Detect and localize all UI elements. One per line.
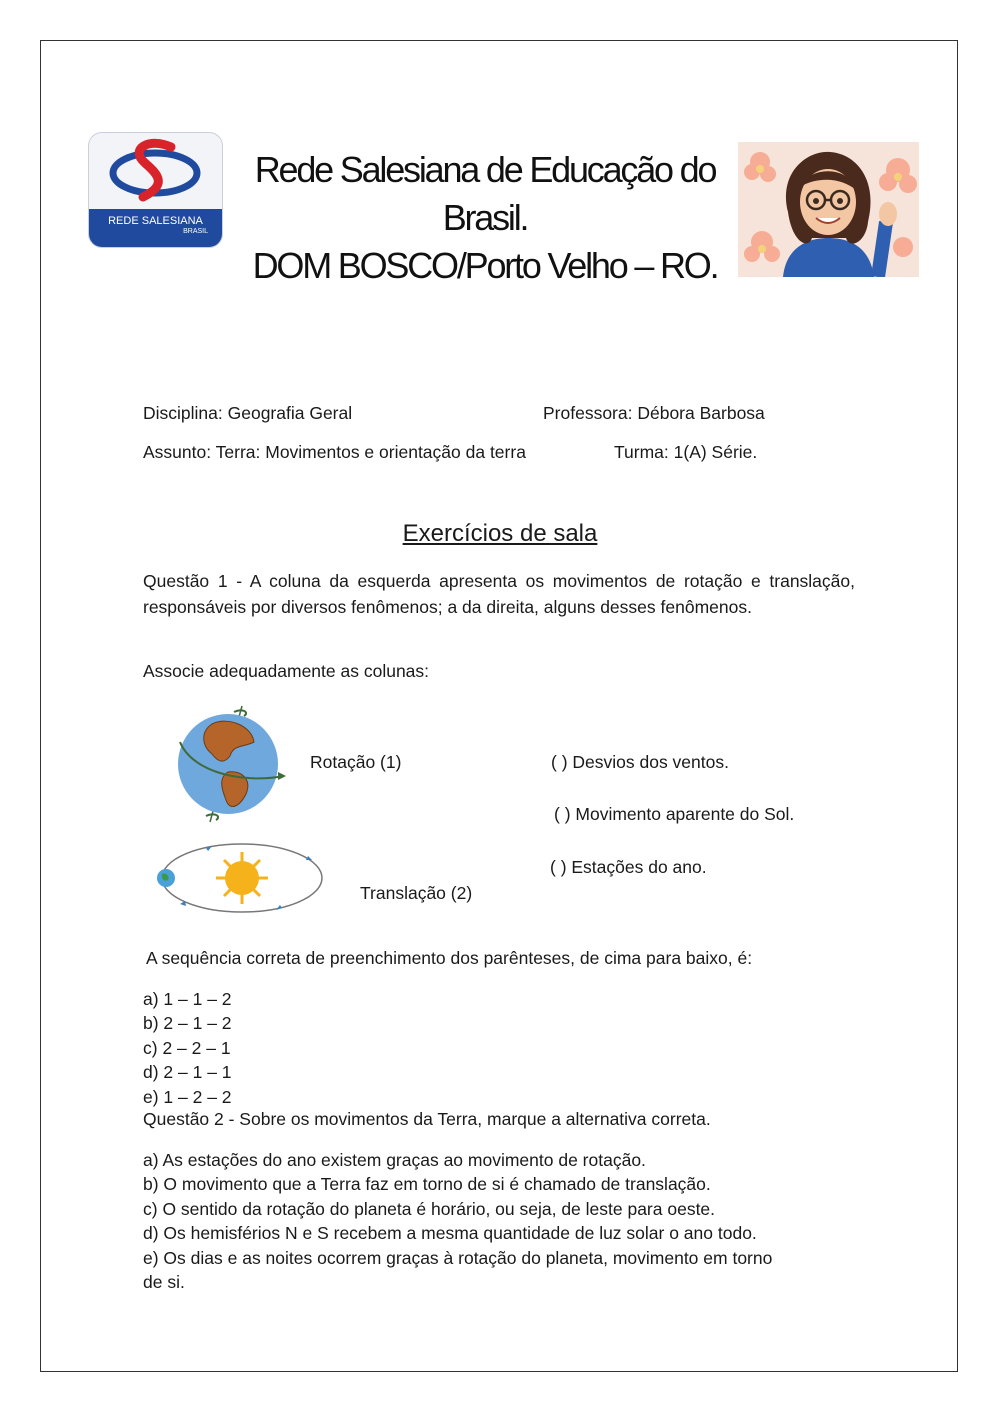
- rede-salesiana-logo: [88, 132, 223, 248]
- turma-label: Turma: 1(A) Série.: [614, 442, 758, 462]
- q2-option-c: c) O sentido da rotação do planeta é horário, ou seja, de leste para oeste.: [143, 1198, 716, 1219]
- title-line-3: DOM BOSCO/Porto Velho – RO.: [252, 245, 718, 286]
- option-c: c) 2 – 2 – 1: [143, 1037, 231, 1058]
- disciplina-label: Disciplina: Geografia Geral: [143, 403, 353, 423]
- q2-option-e-continued: de si.: [143, 1272, 185, 1293]
- right-item-2: ( ) Movimento aparente do Sol.: [554, 804, 795, 824]
- professora-label: Professora: Débora Barbosa: [543, 403, 765, 423]
- q2-option-a: a) As estações do ano existem graças ao movimento de rotação.: [143, 1150, 646, 1170]
- teacher-avatar: [738, 142, 919, 277]
- teacher-avatar-illustration: [738, 142, 919, 277]
- sequence-prompt: A sequência correta de preenchimento dos parênteses, de cima para baixo, é:: [146, 948, 753, 968]
- right-item-3: ( ) Estações do ano.: [550, 857, 707, 877]
- title-line-2: Brasil.: [442, 197, 528, 238]
- question-1-options: [143, 987, 232, 1109]
- logo-subtext: BRASIL: [183, 228, 208, 235]
- question-2-text: Questão 2 - Sobre os movimentos da Terra, marque a alternativa correta.: [143, 1109, 711, 1129]
- logo-band: [89, 209, 222, 247]
- earth-globe-icon: [172, 702, 292, 826]
- question-1-instruction: Associe adequadamente as colunas:: [143, 661, 430, 681]
- label-translacao: Translação (2): [360, 883, 473, 903]
- assunto-label: Assunto: Terra: Movimentos e orientação da terra: [143, 442, 526, 462]
- question-2-options: [143, 1148, 772, 1294]
- question-1-text: Questão 1 - A coluna da esquerda apresenta os movimentos de rotação e translação, responsáveis por diversos fenômenos; a da direita, alguns desses fenômenos.: [143, 571, 855, 617]
- orbit-translation-image: [152, 838, 327, 918]
- q2-option-d: d) Os hemisférios N e S recebem a mesma quantidade de luz solar o ano todo.: [143, 1223, 757, 1244]
- q2-option-b: b) O movimento que a Terra faz em torno de si é chamado de translação.: [143, 1174, 711, 1195]
- option-e: e) 1 – 2 – 2: [143, 1086, 232, 1107]
- section-title: Exercícios de sala: [402, 520, 598, 547]
- option-a: a) 1 – 1 – 2: [143, 989, 232, 1009]
- sun-orbit-icon: [152, 838, 327, 918]
- title-line-1: Rede Salesiana de Educação do: [254, 149, 716, 190]
- school-title: [250, 146, 720, 290]
- right-item-1: ( ) Desvios dos ventos.: [551, 752, 729, 772]
- q2-option-e: e) Os dias e as noites ocorrem graças à rotação do planeta, movimento em torno: [143, 1247, 773, 1268]
- salesiana-s-icon: [89, 133, 222, 209]
- option-d: d) 2 – 1 – 1: [143, 1062, 232, 1083]
- option-b: b) 2 – 1 – 2: [143, 1013, 232, 1034]
- earth-rotation-image: [172, 702, 292, 826]
- label-rotacao: Rotação (1): [310, 752, 402, 772]
- logo-text: REDE SALESIANA: [108, 215, 203, 227]
